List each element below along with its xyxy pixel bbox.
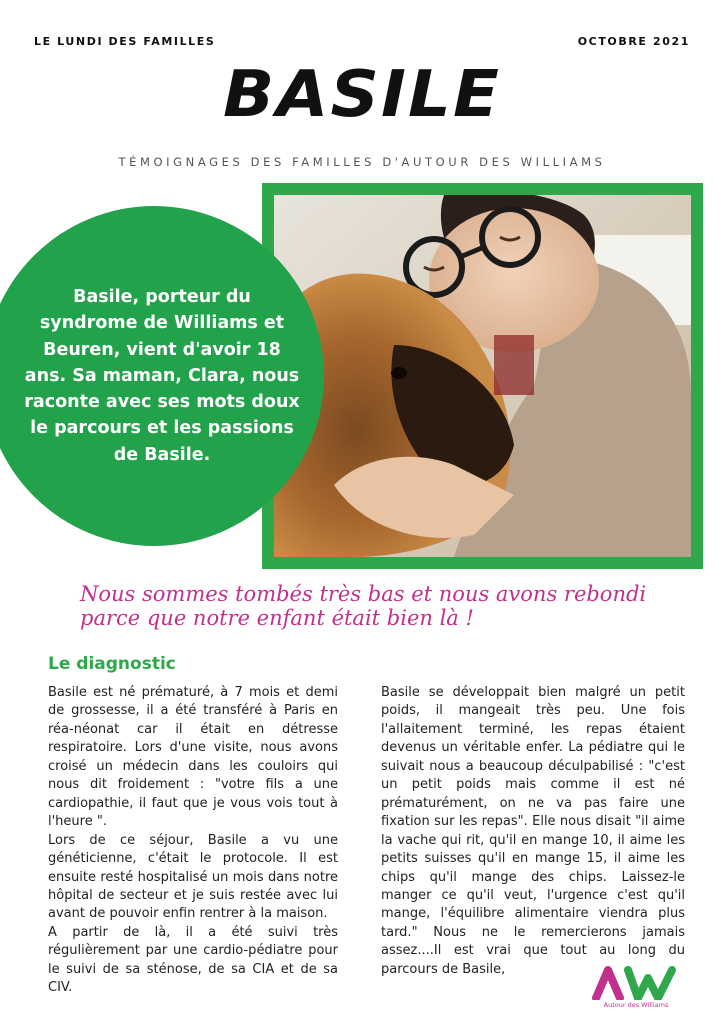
autour-des-williams-logo bbox=[592, 966, 680, 1014]
boy-with-dog-image bbox=[274, 195, 691, 557]
portrait-photo bbox=[274, 195, 691, 557]
intro-text: Basile, porteur du syndrome de Williams et Beuren, vient d'avoir 18 ans. Sa maman, Clara, nous raconte avec ses mots doux le parcours et les passions de Basile. bbox=[24, 287, 300, 465]
article-column-left bbox=[48, 684, 338, 998]
paragraph: Lors de ce séjour, Basile a vu une généticienne, c'était le protocole. Il est ensuite resté hospitalisé un mois dans notre hôpital de secteur et je suis restée avec lui avant de pouvoir enfin rentrer à la maison. bbox=[48, 832, 338, 922]
pull-quote: Nous sommes tombés très bas et nous avons rebondi parce que notre enfant était bien là ! bbox=[80, 582, 647, 631]
section-title-diagnostic: Le diagnostic bbox=[48, 654, 176, 674]
logo-caption: Autour des Williams bbox=[603, 1001, 669, 1009]
photo-frame bbox=[262, 183, 703, 569]
paragraph: Basile se développait bien malgré un petit poids, il mangeait très peu. Une fois l'allaitement terminé, les repas étaient devenus un véritable enfer. La pédiatre qui le suivait nous a beaucoup déculpabilisé : "c'est un petit poids mais comme il est né prématurément, on ne va pas faire une fixation sur les repas". Elle nous disait "il aime la vache qui rit, qu'il en mange 10, il aime les petits suisses qu'il en mange 15, il aime les chips qu'il mange des chips. Laissez-le manger ce qu'il veut, l'urgence c'est qu'il mange, l'équilibre alimentaire viendra plus tard." Nous ne le remercierons jamais assez....Il est vrai que tout au long du parcours de Basile, bbox=[381, 685, 685, 977]
page-subtitle: TÉMOIGNAGES DES FAMILLES D'AUTOUR DES WILLIAMS bbox=[118, 155, 606, 169]
aw-logo-mark-icon bbox=[592, 966, 680, 1000]
intro-circle bbox=[0, 206, 324, 546]
paragraph: Basile est né prématuré, à 7 mois et demi de grossesse, il a été transféré à Paris en réa-néonat car il était en détresse respiratoire. Lors d'une visite, nous avons croisé un médecin dans les couloirs qui nous dit froidement : "votre fils a une cardiopathie, il faut que je vous vois tout à l'heure ". bbox=[48, 685, 338, 830]
issue-date: OCTOBRE 2021 bbox=[577, 35, 690, 48]
newsletter-name: LE LUNDI DES FAMILLES bbox=[34, 35, 216, 48]
article-column-right bbox=[381, 684, 685, 979]
page-title: BASILE bbox=[223, 58, 501, 132]
paragraph: A partir de là, il a été suivi très régulièrement par une cardio-pédiatre pour le suivi de sa sténose, de sa CIA et de sa CIV. bbox=[48, 924, 338, 996]
